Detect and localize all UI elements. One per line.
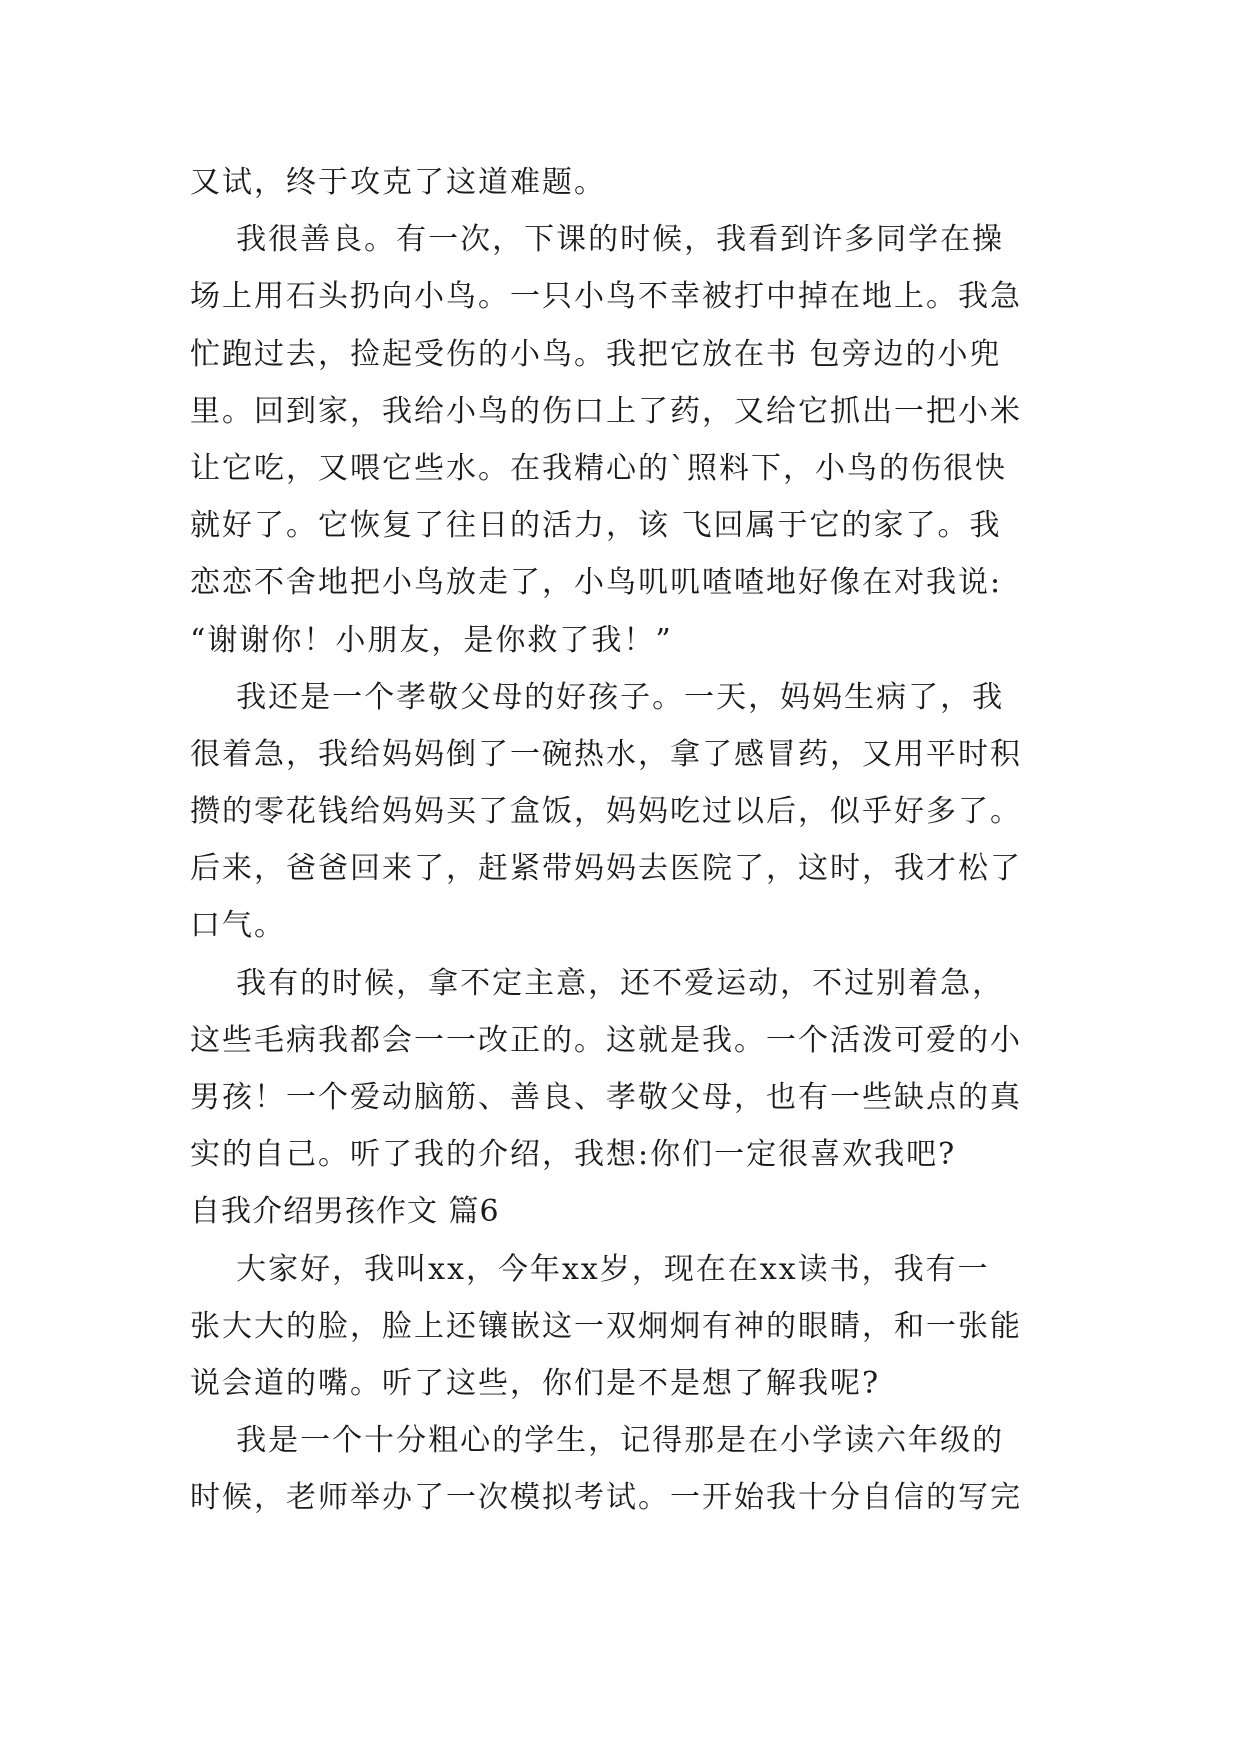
section-heading: 自我介绍男孩作文 篇6 xyxy=(190,1194,500,1230)
paragraph-line: 我是一个十分粗心的学生，记得那是在小学读六年级的 xyxy=(190,1423,1005,1459)
paragraph-line: 我很善良。有一次，下课的时候，我看到许多同学在操 xyxy=(190,222,1005,258)
text-line: 后来，爸爸回来了，赶紧带妈妈去医院了，这时，我才松了 xyxy=(190,851,1022,887)
paragraph-line: 大家好，我叫xx，今年xx岁，现在在xx读书，我有一 xyxy=(190,1251,990,1287)
paragraph-line: 我还是一个孝敬父母的好孩子。一天，妈妈生病了，我 xyxy=(190,679,1005,715)
text-line: 张大大的脸，脸上还镶嵌这一双炯炯有神的眼睛，和一张能 xyxy=(190,1308,1022,1344)
text-line: 男孩！一个爱动脑筋、善良、孝敬父母，也有一些缺点的真 xyxy=(190,1080,1022,1115)
text-line: 让它吃，又喂它些水。在我精心的`照料下，小鸟的伤很快 xyxy=(190,450,1007,486)
paragraph-line: 我有的时候，拿不定主意，还不爱运动，不过别着急， xyxy=(190,965,1005,1001)
text-line: 里。回到家，我给小鸟的伤口上了药，又给它抓出一把小米 xyxy=(190,393,1022,429)
document-body xyxy=(190,154,1062,1527)
text-line: 攒的零花钱给妈妈买了盒饭，妈妈吃过以后，似乎好多了。 xyxy=(190,794,1022,830)
text-line: 场上用石头扔向小鸟。一只小鸟不幸被打中掉在地上。我急 xyxy=(190,279,1022,315)
text-line: 就好了。它恢复了往日的活力，该 飞回属于它的家了。我 xyxy=(190,508,1002,544)
text-line: 说会道的嘴。听了这些，你们是不是想了解我呢? xyxy=(190,1365,881,1401)
text-line: 忙跑过去，捡起受伤的小鸟。我把它放在书 包旁边的小兜 xyxy=(190,336,1002,372)
text-line: “谢谢你！小朋友，是你救了我！” xyxy=(190,622,673,658)
text-line: 时候，老师举办了一次模拟考试。一开始我十分自信的写完 xyxy=(190,1480,1022,1516)
text-line: 很着急，我给妈妈倒了一碗热水，拿了感冒药，又用平时积 xyxy=(190,736,1022,772)
text-line: 恋恋不舍地把小鸟放走了，小鸟叽叽喳喳地好像在对我说: xyxy=(190,565,1003,601)
text-line: 实的自己。听了我的介绍，我想:你们一定很喜欢我吧? xyxy=(190,1137,957,1173)
text-line: 这些毛病我都会一一改正的。这就是我。一个活泼可爱的小 xyxy=(190,1022,1022,1058)
text-line: 又试，终于攻克了这道难题。 xyxy=(190,165,606,200)
text-line: 口气。 xyxy=(190,908,286,944)
